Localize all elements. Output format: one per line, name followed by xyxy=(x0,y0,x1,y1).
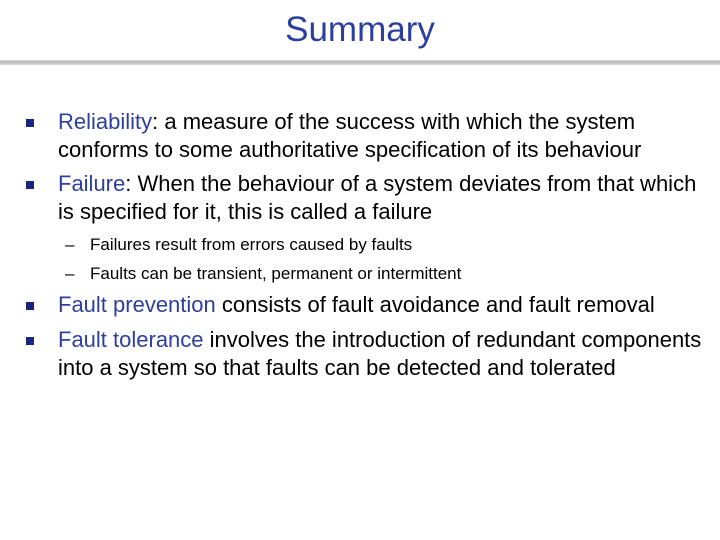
bullet-fault-tolerance xyxy=(58,326,718,382)
term-fault-tolerance: Fault tolerance xyxy=(58,327,204,352)
square-bullet-icon xyxy=(26,181,34,189)
bullet-text: : a measure of the success with which the system conforms to some authoritative specification of its behaviour xyxy=(58,109,642,162)
square-bullet-icon xyxy=(26,302,34,310)
subbullet-failures xyxy=(65,234,710,256)
bullet-text: involves the introduction of redundant components into a system so that faults can be detected and tolerated xyxy=(58,327,702,380)
square-bullet-icon xyxy=(26,337,34,345)
square-bullet-icon xyxy=(26,119,34,127)
bullet-reliability xyxy=(58,108,718,164)
subbullet-text: Faults can be transient, permanent or intermittent xyxy=(90,264,462,283)
term-fault-prevention: Fault prevention xyxy=(58,292,216,317)
term-reliability: Reliability xyxy=(58,109,153,134)
bullet-text: consists of fault avoidance and fault removal xyxy=(215,292,655,317)
subbullet-text: Failures result from errors caused by faults xyxy=(90,235,413,254)
dash-marker: – xyxy=(65,235,75,254)
bullet-fault-prevention xyxy=(58,291,718,319)
slide-title: Summary xyxy=(285,10,435,49)
bullet-text: : When the behaviour of a system deviates from that which is specified for it, this is called a failure xyxy=(58,171,697,224)
term-failure: Failure xyxy=(58,171,126,196)
title-divider xyxy=(0,60,720,65)
dash-marker: – xyxy=(65,264,75,283)
bullet-failure xyxy=(58,170,718,226)
subbullet-faults xyxy=(65,263,710,285)
